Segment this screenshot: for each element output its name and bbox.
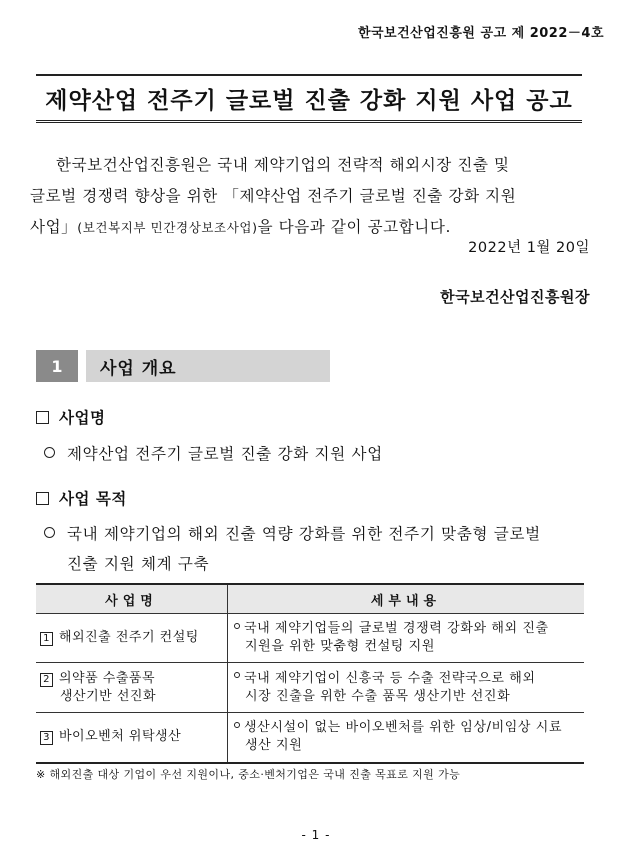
intro-line-3-a: 사업」	[30, 218, 78, 236]
business-name-text: 제약산업 전주기 글로벌 진출 강화 지원 사업	[67, 445, 383, 463]
organization-name: 한국보건산업진흥원장	[440, 288, 590, 306]
section-number: 1	[36, 350, 78, 382]
row-number-box: 3	[40, 731, 53, 745]
row-detail-line-1: 국내 제약기업들의 글로벌 경쟁력 강화와 해외 진출	[244, 621, 549, 636]
table-cell-name	[36, 663, 228, 713]
page-number: - 1 -	[301, 828, 331, 842]
table-header-name: 사업명	[36, 584, 228, 614]
row-name-line-1: 해외진출 전주기 컨설팅	[59, 630, 199, 645]
table-cell-detail	[228, 663, 585, 713]
square-bullet-icon	[36, 492, 49, 505]
table-row	[36, 614, 584, 663]
business-name-heading	[36, 406, 105, 428]
circle-bullet-icon	[44, 527, 55, 538]
business-purpose-heading	[36, 487, 127, 509]
small-circle-bullet-icon	[234, 623, 240, 629]
footnote: ※ 해외진출 대상 기업이 우선 지원이나, 중소·벤처기업은 국내 진출 목표로 지원 가능	[36, 768, 461, 781]
business-purpose-heading-text: 사업 목적	[59, 490, 127, 508]
business-name-item	[44, 439, 383, 469]
table-row	[36, 663, 584, 713]
page-title: 제약산업 전주기 글로벌 진출 강화 지원 사업 공고	[45, 87, 573, 114]
business-name-heading-text: 사업명	[59, 409, 106, 427]
table-cell-detail	[228, 713, 585, 763]
intro-line-2: 글로벌 경쟁력 향상을 위한 「제약산업 전주기 글로벌 진출 강화 지원	[30, 187, 517, 205]
table-header-row	[36, 584, 584, 614]
title-box	[36, 74, 582, 123]
row-number-box: 1	[40, 632, 53, 646]
row-name-line-1: 바이오벤처 위탁생산	[59, 729, 182, 745]
notice-number: 한국보건산업진흥원 공고 제 2022－4호	[357, 26, 604, 41]
intro-line-3-small: (보건복지부 민간경상보조사업)	[77, 220, 258, 235]
announcement-date: 2022년 1월 20일	[468, 240, 590, 256]
circle-bullet-icon	[44, 447, 55, 458]
intro-line-3-b: 을 다음과 같이 공고합니다.	[257, 218, 451, 236]
table-cell-name	[36, 713, 228, 763]
intro-line-1: 한국보건산업진흥원은 국내 제약기업의 전략적 해외시장 진출 및	[56, 156, 510, 174]
small-circle-bullet-icon	[234, 672, 240, 678]
row-detail-line-2: 지원을 위한 맞춤형 컨설팅 지원	[245, 639, 435, 654]
row-number-box: 2	[40, 673, 53, 687]
table-cell-detail	[228, 614, 585, 663]
business-purpose-item	[44, 519, 541, 579]
row-name-line-1: 의약품 수출품목	[59, 670, 156, 686]
row-detail-line-2: 생산 지원	[245, 738, 303, 754]
row-detail-line-1: 생산시설이 없는 바이오벤처를 위한 임상/비임상 시료	[244, 720, 563, 736]
table-cell-name	[36, 614, 228, 663]
square-bullet-icon	[36, 411, 49, 424]
program-table	[36, 583, 584, 764]
business-purpose-line-2: 진출 지원 체계 구축	[67, 555, 210, 573]
small-circle-bullet-icon	[234, 722, 240, 728]
business-purpose-line-1: 국내 제약기업의 해외 진출 역량 강화를 위한 전주기 맞춤형 글로벌	[67, 525, 541, 543]
section-title: 사업 개요	[100, 358, 177, 379]
table-row	[36, 713, 584, 763]
row-name-line-2: 생산기반 선진화	[60, 688, 157, 704]
table-header-detail: 세부내용	[228, 584, 585, 614]
section-title-bar	[86, 350, 330, 382]
row-detail-line-2: 시장 진출을 위한 수출 품목 생산기반 선진화	[245, 688, 511, 704]
intro-paragraph	[30, 150, 586, 243]
row-detail-line-1: 국내 제약기업이 신흥국 등 수출 전략국으로 해외	[244, 670, 536, 686]
